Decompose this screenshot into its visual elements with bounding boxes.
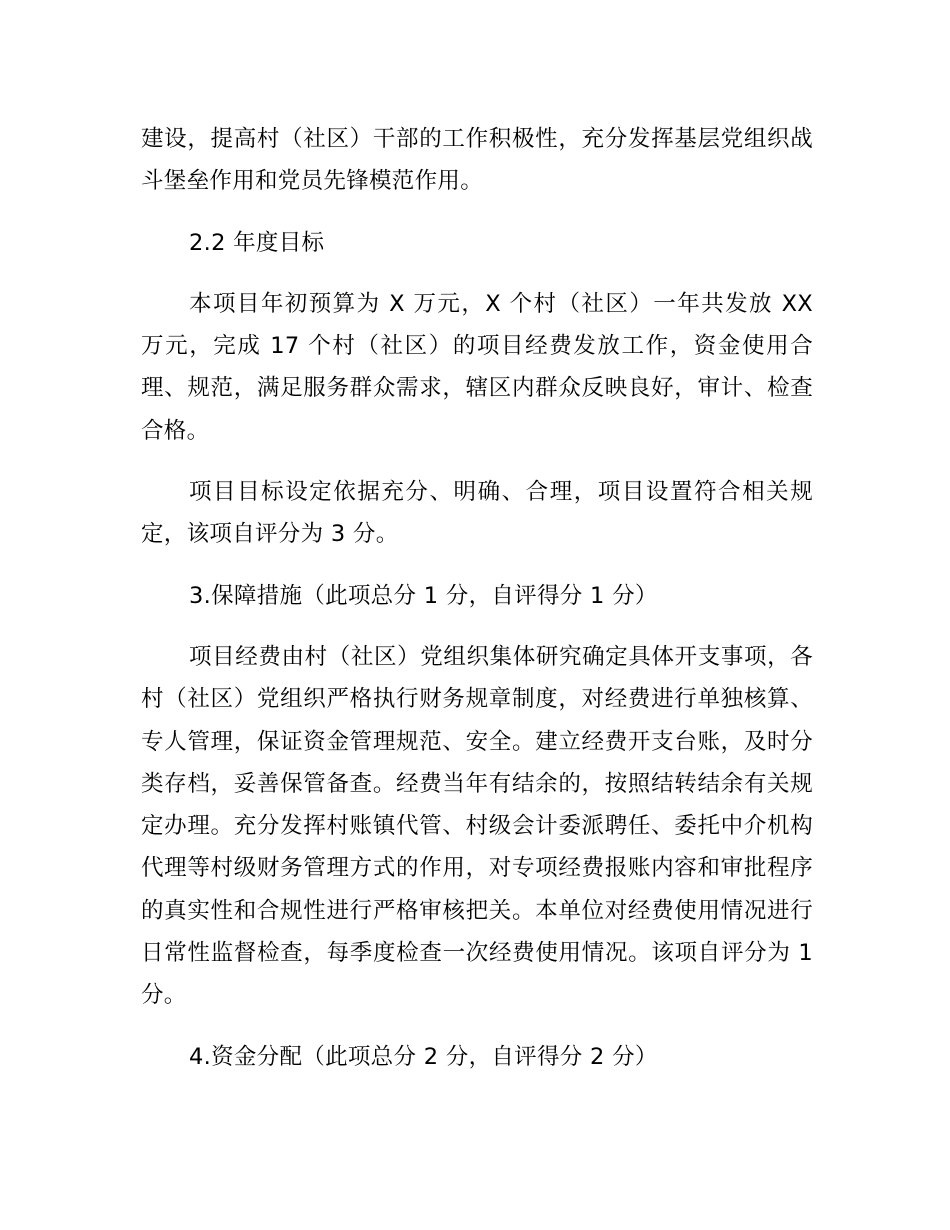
section-heading-annual-goal: 2.2 年度目标 — [189, 229, 325, 256]
paragraph-safeguards: 项目经费由村（社区）党组织集体研究确定具体开支事项，各村（社区）党组织严格执行财务规章制度，对经费进行单独核算、专人管理，保证资金管理规范、安全。建立经费开支台账，及时分类存档，妥善保管备查。经费当年有结余的，按照结转结余有关规定办理。充分发挥村账镇代管、村级会计委派聘任、委托中介机构代理等村级财务管理方式的作用，对专项经费报账内容和审批程序的真实性和合规性进行严格审核把关。本单位对经费使用情况进行日常性监督检查，每季度检查一次经费使用情况。该项自评分为 1 分。 — [141, 643, 813, 1009]
section-heading-fund-allocation: 4.资金分配（此项总分 2 分，自评得分 2 分） — [189, 1043, 658, 1070]
section-heading-safeguards: 3.保障措施（此项总分 1 分，自评得分 1 分） — [189, 582, 658, 609]
paragraph-goal-basis: 项目目标设定依据充分、明确、合理，项目设置符合相关规定，该项自评分为 3 分。 — [141, 479, 813, 548]
paragraph-continuation: 建设，提高村（社区）干部的工作积极性，充分发挥基层党组织战斗堡垒作用和党员先锋模范作用。 — [141, 126, 813, 195]
document-body — [141, 118, 813, 1078]
paragraph-budget: 本项目年初预算为 X 万元，X 个村（社区）一年共发放 XX 万元，完成 17 个村（社区）的项目经费发放工作，资金使用合理、规范，满足服务群众需求，辖区内群众反映良好，审计、检查合格。 — [141, 290, 813, 444]
